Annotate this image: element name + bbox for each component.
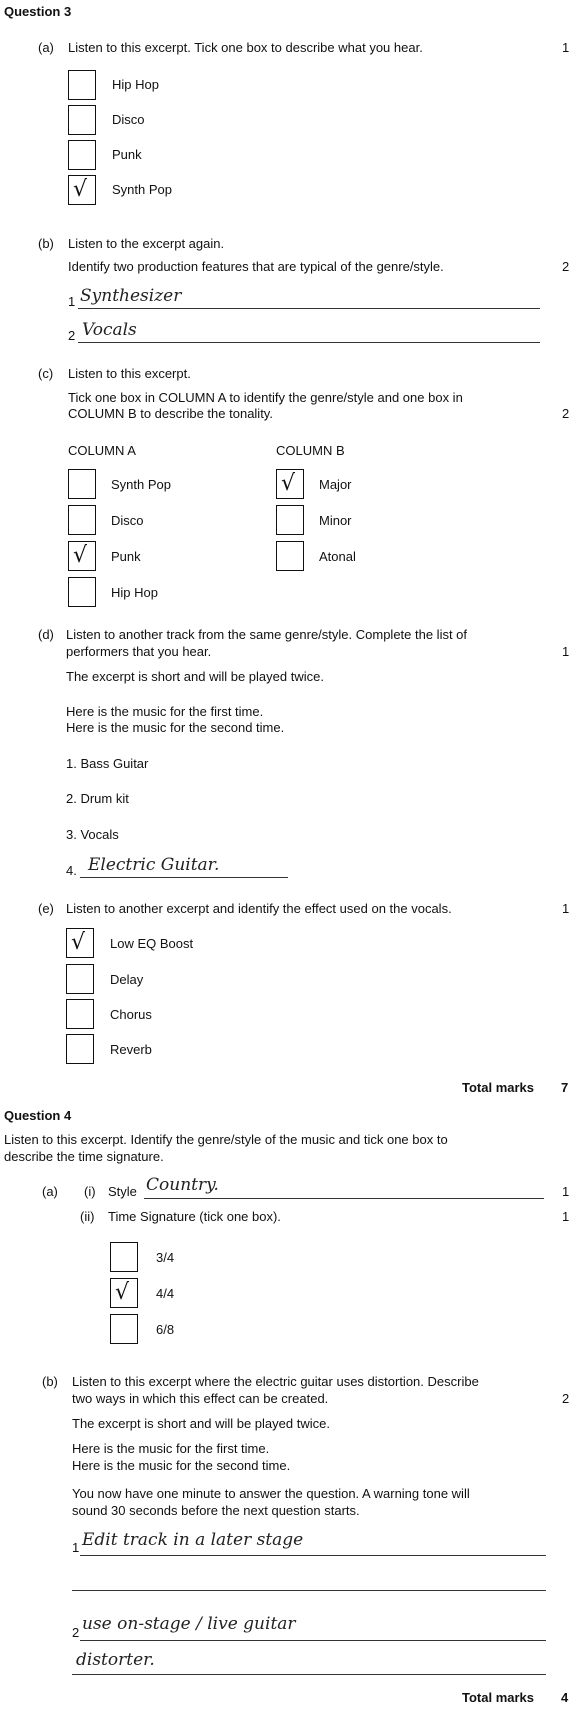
checkbox-delay[interactable] [66,964,94,994]
column-b-header: COLUMN B [276,443,345,458]
checkbox-col-a-punk[interactable] [68,541,96,571]
part-d-line3: The excerpt is short and will be played twice. [66,669,324,684]
tick-mark: √ [73,543,88,568]
handwritten-answer: Electric Guitar. [88,855,220,875]
answer-number: 1 [68,294,76,309]
part-b-line7: sound 30 seconds before the next question starts. [72,1503,360,1518]
part-b-label: (b) [38,236,54,251]
tick-mark: √ [73,177,88,202]
part-b-line5: Here is the music for the second time. [72,1458,291,1473]
option-label: Disco [111,513,144,528]
part-c-line1: Listen to this excerpt. [68,366,191,381]
answer-line [78,308,540,309]
checkbox-col-a-hip-hop[interactable] [68,577,96,607]
option-label: Atonal [319,549,356,564]
answer-line [72,1590,546,1591]
answer-line [72,1674,546,1675]
part-b-line1: Listen to this excerpt where the electric guitar uses distortion. Describe [72,1374,479,1389]
part-b-line2: Identify two production features that are typical of the genre/style. [68,259,444,274]
part-b-line6: You now have one minute to answer the question. A warning tone will [72,1486,470,1501]
part-b-line2: two ways in which this effect can be created. [72,1391,329,1406]
option-label: Low EQ Boost [110,936,194,951]
answer-number: 2 [68,328,76,343]
checkbox-punk[interactable] [68,140,96,170]
performer-item-number: 4. [66,863,77,878]
option-label: Hip Hop [112,77,159,92]
part-e-prompt: Listen to another excerpt and identify the effect used on the vocals. [66,901,452,916]
part-d-line4: Here is the music for the first time. [66,704,264,719]
answer-line [80,1640,546,1641]
checkbox-col-a-synth-pop[interactable] [68,469,96,499]
part-d-line1: Listen to another track from the same genre/style. Complete the list of [66,627,468,642]
part-a-i-marks: 1 [562,1184,570,1199]
option-label: 3/4 [156,1250,175,1265]
part-a-ii-label: (ii) [80,1209,95,1224]
question-3-title: Question 3 [4,4,72,19]
total-marks-label: Total marks [462,1690,535,1705]
checkbox-synth-pop[interactable] [68,175,96,205]
checkbox-col-b-minor[interactable] [276,505,304,535]
part-e-marks: 1 [562,901,570,916]
checkbox-col-b-major[interactable] [276,469,304,499]
checkbox-col-a-disco[interactable] [68,505,96,535]
option-label: Punk [112,147,142,162]
total-marks-value: 4 [561,1690,569,1705]
option-label: Synth Pop [112,182,172,197]
tick-mark: √ [71,930,86,955]
option-label: 4/4 [156,1286,175,1301]
part-a-prompt: Listen to this excerpt. Tick one box to describe what you hear. [68,40,423,55]
question-4-title: Question 4 [4,1108,72,1123]
handwritten-answer: Country. [146,1175,219,1195]
option-label: 6/8 [156,1322,175,1337]
part-c-line2: Tick one box in COLUMN A to identify the genre/style and one box in [68,390,463,405]
handwritten-answer: Synthesizer [80,286,182,306]
answer-line [80,1555,546,1556]
part-b-line1: Listen to the excerpt again. [68,236,225,251]
checkbox-4-4[interactable] [110,1278,138,1308]
answer-number: 1 [72,1540,80,1555]
part-a-ii-marks: 1 [562,1209,570,1224]
column-a-header: COLUMN A [68,443,136,458]
part-b-marks: 2 [562,259,570,274]
tick-mark: √ [115,1280,130,1305]
part-c-label: (c) [38,366,54,381]
time-signature-prompt: Time Signature (tick one box). [108,1209,281,1224]
option-label: Punk [111,549,141,564]
performer-item: 3. Vocals [66,827,119,842]
performer-item: 1. Bass Guitar [66,756,149,771]
part-d-line5: Here is the music for the second time. [66,720,285,735]
option-label: Reverb [110,1042,152,1057]
checkbox-chorus[interactable] [66,999,94,1029]
handwritten-answer: distorter. [76,1650,155,1670]
checkbox-disco[interactable] [68,105,96,135]
part-a-marks: 1 [562,40,570,55]
part-a-label: (a) [42,1184,58,1199]
option-label: Hip Hop [111,585,158,600]
option-label: Major [319,477,352,492]
part-b-line3: The excerpt is short and will be played twice. [72,1416,330,1431]
answer-line [144,1198,544,1199]
handwritten-answer: use on-stage / live guitar [82,1614,296,1634]
option-label: Chorus [110,1007,152,1022]
part-b-label: (b) [42,1374,58,1389]
part-a-label: (a) [38,40,54,55]
option-label: Minor [319,513,352,528]
question-4-intro-line1: Listen to this excerpt. Identify the genre/style of the music and tick one box to [4,1132,448,1147]
total-marks-label: Total marks [462,1080,535,1095]
option-label: Delay [110,972,144,987]
handwritten-answer: Edit track in a later stage [82,1530,304,1550]
option-label: Disco [112,112,145,127]
part-c-line3: COLUMN B to describe the tonality. [68,406,273,421]
question-4-intro-line2: describe the time signature. [4,1149,164,1164]
part-a-i-label: (i) [84,1184,96,1199]
checkbox-low-eq-boost[interactable] [66,928,94,958]
part-c-marks: 2 [562,406,570,421]
checkbox-col-b-atonal[interactable] [276,541,304,571]
option-label: Synth Pop [111,477,171,492]
checkbox-6-8[interactable] [110,1314,138,1344]
part-b-marks: 2 [562,1391,570,1406]
performer-item: 2. Drum kit [66,791,129,806]
tick-mark: √ [281,471,296,496]
answer-line [78,342,540,343]
handwritten-answer: Vocals [82,320,137,340]
checkbox-3-4[interactable] [110,1242,138,1272]
part-d-line2: performers that you hear. [66,644,212,659]
total-marks-value: 7 [561,1080,569,1095]
checkbox-hip-hop[interactable] [68,70,96,100]
checkbox-reverb[interactable] [66,1034,94,1064]
part-d-label: (d) [38,627,54,642]
part-e-label: (e) [38,901,54,916]
answer-number: 2 [72,1625,80,1640]
answer-line [80,877,288,878]
part-b-line4: Here is the music for the first time. [72,1441,270,1456]
style-label: Style [108,1184,137,1199]
part-d-marks: 1 [562,644,570,659]
